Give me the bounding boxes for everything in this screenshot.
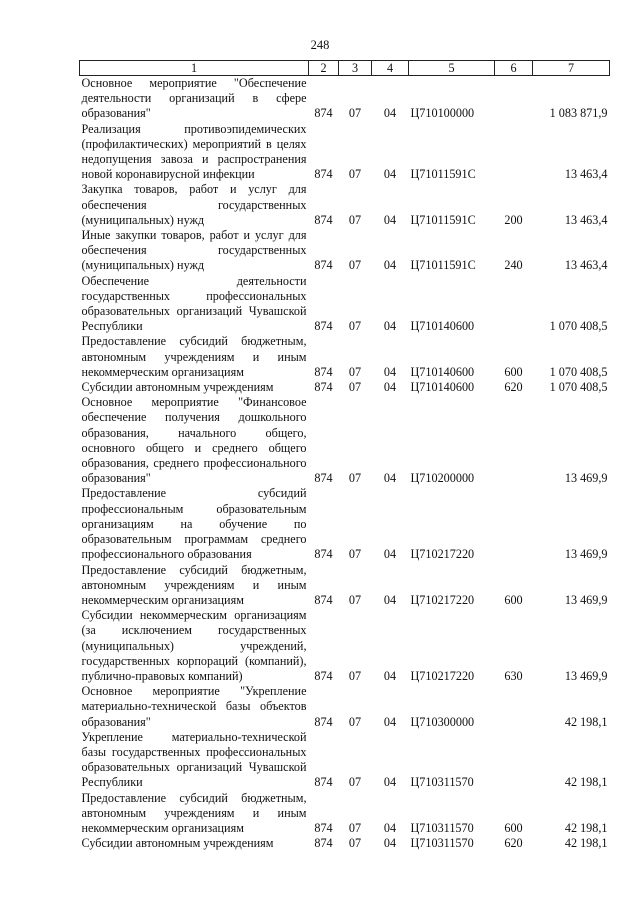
- row-ministry-code: 874: [314, 364, 333, 379]
- row-amount: 13 463,4: [564, 212, 608, 227]
- table-row: [80, 730, 610, 791]
- row-expense-type: [495, 486, 533, 562]
- row-section-code: 07: [348, 212, 362, 227]
- row-subsection-code: 04: [383, 820, 397, 835]
- row-target-article: Ц710217220: [410, 592, 475, 607]
- table-row: [80, 563, 610, 609]
- row-expense-type: 200: [504, 212, 523, 227]
- table-row: [80, 182, 610, 228]
- row-name-cell: Основное мероприятие "Укрепление материально-технической базы объектов образования": [81, 684, 307, 729]
- row-name-cell: Укрепление материально-технической базы государственных профессиональных образовательных организаций Чувашской Республики: [81, 729, 307, 790]
- row-amount: 13 469,9: [564, 668, 608, 683]
- row-expense-type: 620: [504, 380, 523, 395]
- row-amount: 42 198,1: [564, 775, 608, 790]
- row-section-code: 07: [348, 364, 362, 379]
- row-section-code: 07: [348, 106, 362, 121]
- header-col-1: 1: [80, 61, 309, 76]
- row-subsection-code: 04: [383, 775, 397, 790]
- table-row: [80, 395, 610, 486]
- table-row: [80, 608, 610, 684]
- row-expense-type: 600: [504, 820, 523, 835]
- row-section-code: 07: [348, 820, 362, 835]
- table-row: [80, 836, 610, 851]
- row-expense-type: 620: [504, 836, 523, 851]
- table-header: [80, 61, 610, 76]
- row-subsection-code: 04: [383, 364, 397, 379]
- row-target-article: Ц71011591С: [410, 258, 476, 273]
- row-section-code: 07: [348, 547, 362, 562]
- table-row: [80, 486, 610, 562]
- row-subsection-code: 04: [383, 380, 397, 395]
- row-target-article: Ц710300000: [410, 714, 475, 729]
- row-name-cell: Субсидии некоммерческим организациям (за исключением государственных (муниципальных) учреждений, государственных корпораций (компаний), публично-правовых компаний): [81, 608, 307, 683]
- row-target-article: Ц710311570: [410, 820, 474, 835]
- row-ministry-code: 874: [314, 380, 333, 395]
- row-target-article: Ц710311570: [410, 775, 474, 790]
- row-expense-type: 600: [504, 592, 523, 607]
- table-row: [80, 228, 610, 274]
- row-expense-type: [495, 684, 533, 730]
- row-name-cell: Предоставление субсидий бюджетным, автономным учреждениям и иным некоммерческим организациям: [81, 790, 307, 835]
- row-name-cell: Предоставление субсидий профессиональным образовательным организациям на обучение по образовательным программам среднего профессионального образования: [81, 486, 307, 562]
- row-expense-type: 240: [504, 258, 523, 273]
- table-body: [80, 76, 610, 852]
- row-name-cell: Основное мероприятие "Финансовое обеспечение получения дошкольного образования, начального общего, основного общего и среднего общего образования, среднего профессионального образования": [81, 395, 307, 486]
- table-row: [80, 76, 610, 122]
- row-subsection-code: 04: [383, 547, 397, 562]
- table-row: [80, 274, 610, 335]
- row-amount: 1 070 408,5: [549, 364, 608, 379]
- row-subsection-code: 04: [383, 668, 397, 683]
- row-subsection-code: 04: [383, 592, 397, 607]
- row-expense-type: 630: [504, 668, 523, 683]
- row-ministry-code: 874: [314, 258, 333, 273]
- table-row: [80, 791, 610, 837]
- row-ministry-code: 874: [314, 471, 333, 486]
- row-ministry-code: 874: [314, 212, 333, 227]
- row-target-article: Ц710140600: [410, 319, 475, 334]
- row-target-article: Ц71011591С: [410, 167, 476, 182]
- row-ministry-code: 874: [314, 106, 333, 121]
- row-target-article: Ц710140600: [410, 364, 475, 379]
- row-amount: 42 198,1: [564, 820, 608, 835]
- row-amount: 13 469,9: [564, 592, 608, 607]
- row-expense-type: [495, 122, 533, 183]
- row-expense-type: [495, 730, 533, 791]
- row-target-article: Ц710140600: [410, 380, 475, 395]
- budget-table: [79, 60, 610, 851]
- row-target-article: Ц710217220: [410, 668, 475, 683]
- row-name-cell: Субсидии автономным учреждениям: [81, 836, 274, 851]
- row-amount: 1 070 408,5: [549, 319, 608, 334]
- row-name-cell: Обеспечение деятельности государственных профессиональных образовательных организаций Чувашской Республики: [81, 273, 307, 334]
- row-amount: 13 469,9: [564, 471, 608, 486]
- row-ministry-code: 874: [314, 592, 333, 607]
- row-subsection-code: 04: [383, 836, 397, 851]
- row-section-code: 07: [348, 319, 362, 334]
- row-amount: 13 469,9: [564, 547, 608, 562]
- row-ministry-code: 874: [314, 820, 333, 835]
- header-col-5: 5: [409, 61, 495, 76]
- row-section-code: 07: [348, 380, 362, 395]
- row-expense-type: 600: [504, 364, 523, 379]
- header-col-6: 6: [495, 61, 533, 76]
- row-ministry-code: 874: [314, 668, 333, 683]
- row-name-cell: Предоставление субсидий бюджетным, автономным учреждениям и иным некоммерческим организациям: [81, 334, 307, 379]
- row-name-cell: Закупка товаров, работ и услуг для обеспечения государственных (муниципальных) нужд: [81, 182, 307, 227]
- row-amount: 13 463,4: [564, 167, 608, 182]
- row-subsection-code: 04: [383, 471, 397, 486]
- row-name-cell: Субсидии автономным учреждениям: [81, 380, 274, 395]
- row-ministry-code: 874: [314, 547, 333, 562]
- row-amount: 42 198,1: [564, 714, 608, 729]
- row-target-article: Ц710100000: [410, 106, 475, 121]
- row-name-cell: Предоставление субсидий бюджетным, автономным учреждениям и иным некоммерческим организациям: [81, 562, 307, 607]
- table-row: [80, 684, 610, 730]
- header-col-3: 3: [339, 61, 372, 76]
- row-expense-type: [495, 274, 533, 335]
- row-section-code: 07: [348, 167, 362, 182]
- row-amount: 13 463,4: [564, 258, 608, 273]
- row-subsection-code: 04: [383, 319, 397, 334]
- row-section-code: 07: [348, 668, 362, 683]
- header-row: [80, 61, 610, 76]
- row-ministry-code: 874: [314, 775, 333, 790]
- row-section-code: 07: [348, 471, 362, 486]
- header-col-7: 7: [533, 61, 610, 76]
- row-section-code: 07: [348, 775, 362, 790]
- row-name-cell: Иные закупки товаров, работ и услуг для обеспечения государственных (муниципальных) нужд: [81, 228, 307, 273]
- header-col-4: 4: [372, 61, 409, 76]
- table-row: [80, 380, 610, 395]
- row-ministry-code: 874: [314, 167, 333, 182]
- row-ministry-code: 874: [314, 319, 333, 334]
- row-name-cell: Основное мероприятие "Обеспечение деятельности организаций в сфере образования": [81, 76, 307, 121]
- row-expense-type: [495, 395, 533, 486]
- row-section-code: 07: [348, 592, 362, 607]
- row-amount: 1 083 871,9: [549, 106, 608, 121]
- row-target-article: Ц710200000: [410, 471, 475, 486]
- row-amount: 42 198,1: [564, 836, 608, 851]
- row-subsection-code: 04: [383, 167, 397, 182]
- row-section-code: 07: [348, 836, 362, 851]
- row-section-code: 07: [348, 714, 362, 729]
- row-section-code: 07: [348, 258, 362, 273]
- header-col-2: 2: [309, 61, 339, 76]
- table-row: [80, 334, 610, 380]
- row-target-article: Ц710217220: [410, 547, 475, 562]
- row-amount: 1 070 408,5: [549, 380, 608, 395]
- row-subsection-code: 04: [383, 212, 397, 227]
- row-subsection-code: 04: [383, 714, 397, 729]
- table-row: [80, 122, 610, 183]
- row-ministry-code: 874: [314, 836, 333, 851]
- row-ministry-code: 874: [314, 714, 333, 729]
- row-subsection-code: 04: [383, 258, 397, 273]
- row-target-article: Ц71011591С: [410, 212, 476, 227]
- page-number: 248: [310, 38, 330, 52]
- row-name-cell: Реализация противоэпидемических (профилактических) мероприятий в целях недопущения завоза и распространения новой коронавирусной инфекции: [81, 121, 307, 182]
- row-target-article: Ц710311570: [410, 836, 474, 851]
- row-expense-type: [495, 76, 533, 122]
- row-subsection-code: 04: [383, 106, 397, 121]
